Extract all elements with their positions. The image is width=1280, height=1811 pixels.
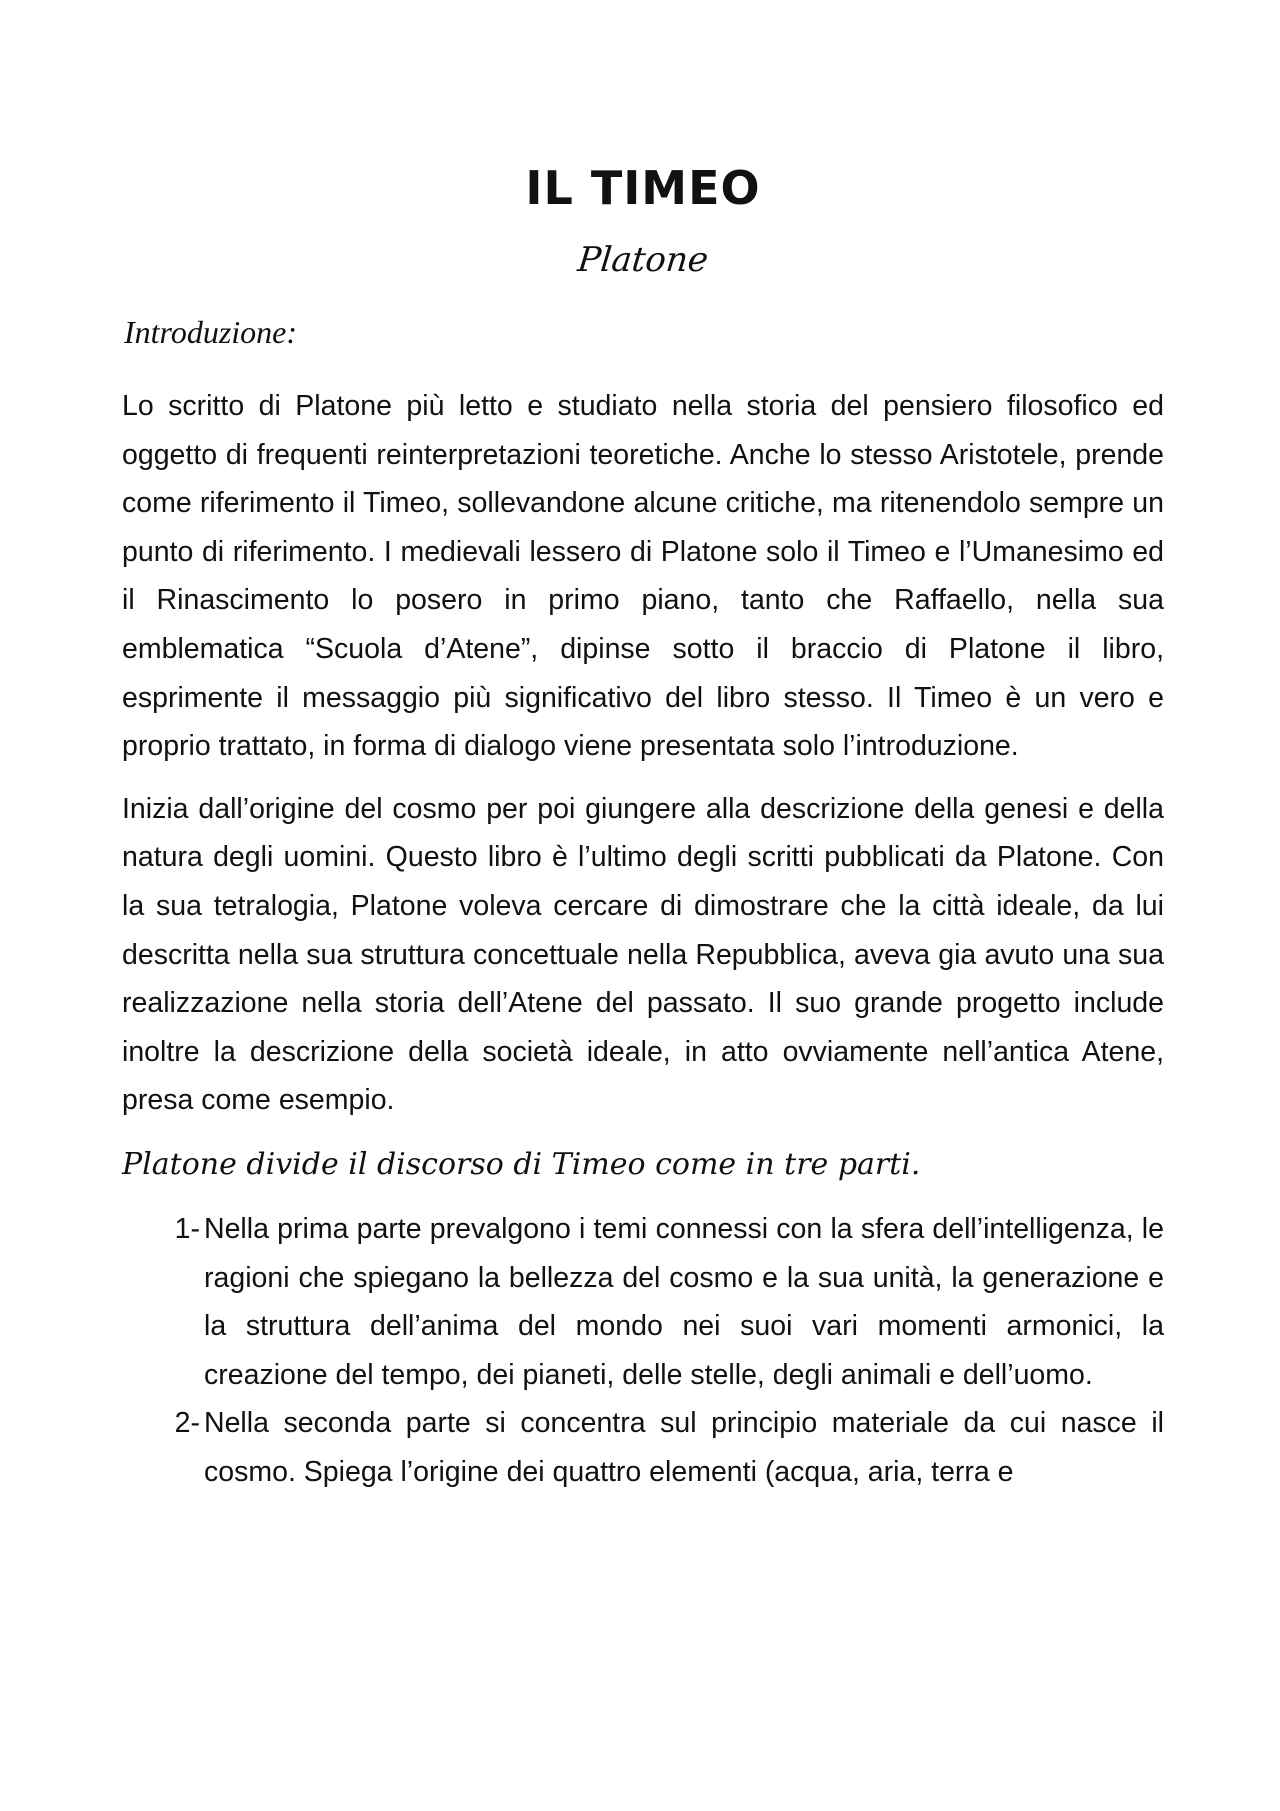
paragraph-2: Inizia dall’origine del cosmo per poi giungere alla descrizione della genesi e della natura degli uomini. Questo libro è l’ultimo degli scritti pubblicati da Platone. Con la sua tetralogia, Platone voleva cercare di dimostrare che la città ideale, da lui descritta nella sua struttura concettuale nella Repubblica, aveva gia avuto una sua realizzazione nella storia dell’Atene del passato. Il suo grande progetto include inoltre la descrizione della società ideale, in atto ovviamente nell’antica Atene, presa come esempio.: [122, 792, 1164, 1117]
document-title: IL TIMEO: [525, 161, 761, 215]
paragraph-1: Lo scritto di Platone più letto e studiato nella storia del pensiero filosofico ed oggetto di frequenti reinterpretazioni teoretiche. Anche lo stesso Aristotele, prende come riferimento il Timeo, sollevandone alcune critiche, ma ritenendolo sempre un punto di riferimento. I medievali lessero di Platone solo il Timeo e l’Umanesimo ed il Rinascimento lo posero in primo piano, tanto che Raffaello, nella sua emblematica “Scuola d’Atene”, dipinse sotto il braccio di Platone il libro, esprimente il messaggio più significativo del libro stesso. Il Timeo è un vero e proprio trattato, in forma di dialogo viene presentata solo l’introduzione.: [122, 390, 1164, 763]
list-item-number: 2-: [174, 1407, 200, 1440]
author-name: Platone: [575, 240, 711, 280]
list-item: [122, 1399, 1164, 1496]
intro-heading: Introduzione:: [124, 314, 298, 350]
list-item-text: Nella seconda parte si concentra sul principio materiale da cui nasce il cosmo. Spiega l’origine dei quattro elementi (acqua, aria, terra e: [204, 1407, 1164, 1488]
list-item-number: 1-: [174, 1212, 200, 1245]
list-item: [122, 1205, 1164, 1399]
parts-list: [122, 1205, 1164, 1497]
section-heading: Platone divide il discorso di Timeo come in tre parti.: [122, 1146, 921, 1182]
list-item-text: Nella prima parte prevalgono i temi connessi con la sfera dell’intelligenza, le ragioni che spiegano la bellezza del cosmo e la sua unità, la generazione e la struttura dell’anima del mondo nei suoi vari momenti armonici, la creazione del tempo, dei pianeti, delle stelle, degli animali e dell’uomo.: [204, 1212, 1164, 1391]
